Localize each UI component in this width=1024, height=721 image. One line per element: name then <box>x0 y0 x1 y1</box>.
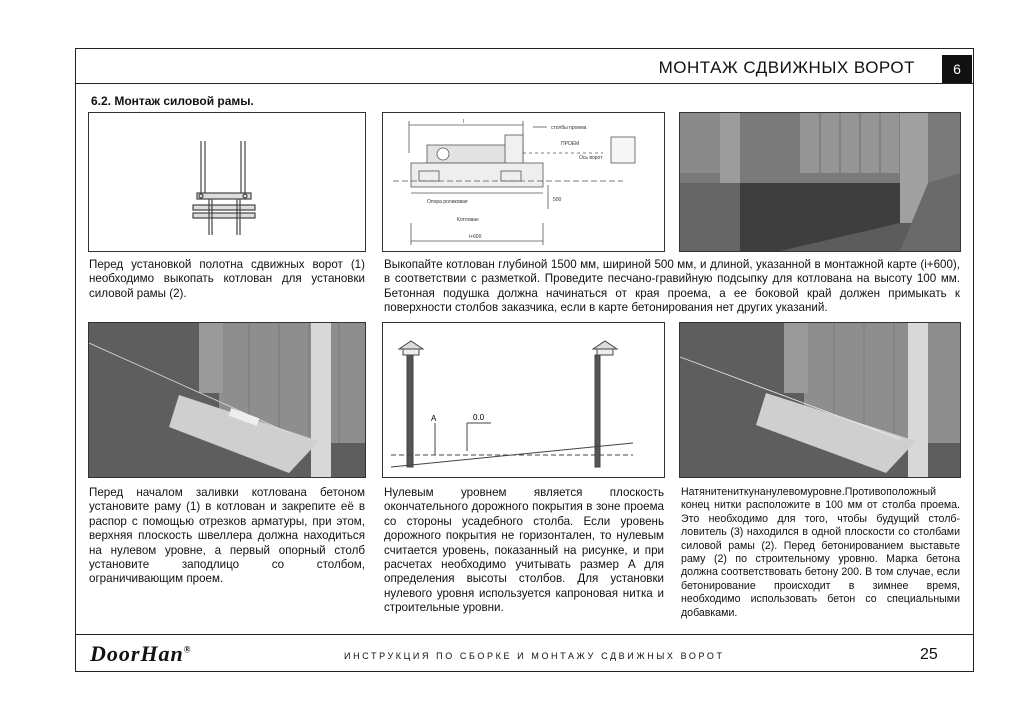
frame-drawing-svg <box>89 113 365 251</box>
caption-step-6: Натянитениткунанулевомуровне.Противоположный конец нитки расположите в 100 мм от столба проема. Это необходимо для того, чтобы будущий столб-ловитель (3) находился в одной плоскости со столбами силовой рамы (2). Перед бетонированием выставьте раму (2) по строительному уровню. Марка бетона должна соответствовать бетону 200. В том случае, если бетонирование происходит в зимнее время, необходимо использовать бетон со специальными добавками. <box>681 486 960 619</box>
chapter-number-badge: 6 <box>942 55 972 83</box>
page-header-title: МОНТАЖ СДВИЖНЫХ ВОРОТ <box>658 58 915 77</box>
pit-render-svg <box>680 113 960 251</box>
figure-frame-install-render <box>88 322 366 478</box>
footer-divider <box>75 634 974 635</box>
width-dim-label: l+600 <box>469 234 482 240</box>
opening-label: ПРОЕМ <box>561 141 580 147</box>
figure-pit-diagram <box>382 112 665 252</box>
page-number: 25 <box>920 646 938 663</box>
pit-diagram-svg <box>383 113 664 251</box>
caption-step-2: Выкопайте котлован глубиной 1500 мм, шириной 500 мм, и длиной, указанной в монтажной карте (i+600), в соответствии с разметкой. Проведите песчано-гравийную подсыпку для котлована на высоту 100 мм. Бетонная подушка должна начинаться от края проема, а ее боковой край должен примыкать к поверхности столбов заказчика, если в карте бетонирования нет других указаний. <box>384 258 960 315</box>
zero-level-svg <box>383 323 664 477</box>
figure-pit-render <box>679 112 961 252</box>
string-line-svg <box>680 323 960 477</box>
pillars-label: столбы проема <box>551 125 587 131</box>
roller-support-label: Опора роликовая <box>427 199 468 205</box>
section-title: 6.2. Монтаж силовой рамы. <box>91 94 254 108</box>
caption-step-5: Нулевым уровнем является плоскость окончательного дорожного покрытия в зоне проема со стороны усадебного столба. Если уровень дорожного покрытия не горизонтален, то нулевым считается уровень, показанный на рисунке, и при расчетах необходимо учитывать размер A для определения высоты столбов. Для установки нулевого уровня используется капроновая нитка и строительные уровни. <box>384 486 664 615</box>
frame-install-svg <box>89 323 365 477</box>
caption-step-1: Перед установкой полотна сдвижных ворот (1) необходимо выкопать котлован для установки силовой рамы (2). <box>89 258 365 300</box>
figure-zero-level-diagram <box>382 322 665 478</box>
figure-frame-drawing <box>88 112 366 252</box>
dimension-a-label: A <box>431 414 437 423</box>
caption-step-4: Перед началом заливки котлована бетоном установите раму (1) в котлован и закрепите её в распор с помощью отрезков арматуры, при этом, верхняя плоскость швеллера должна находиться на нулевом уровне, а первый опорный столб установите заподлицо со столбом, ограничивающим проем. <box>89 486 365 586</box>
dim-l-label: l <box>463 119 465 125</box>
depth-dim-label: 500 <box>553 197 562 203</box>
pit-label: Котлован <box>457 217 479 223</box>
doorhan-logo: DoorHan® <box>90 641 192 666</box>
footer-document-title: ИНСТРУКЦИЯ ПО СБОРКЕ И МОНТАЖУ СДВИЖНЫХ ВОРОТ <box>344 651 725 661</box>
zero-level-label: 0.0 <box>473 413 485 422</box>
header-divider <box>75 83 974 84</box>
gate-axis-label: Ось ворот <box>579 155 603 161</box>
figure-string-line-render <box>679 322 961 478</box>
